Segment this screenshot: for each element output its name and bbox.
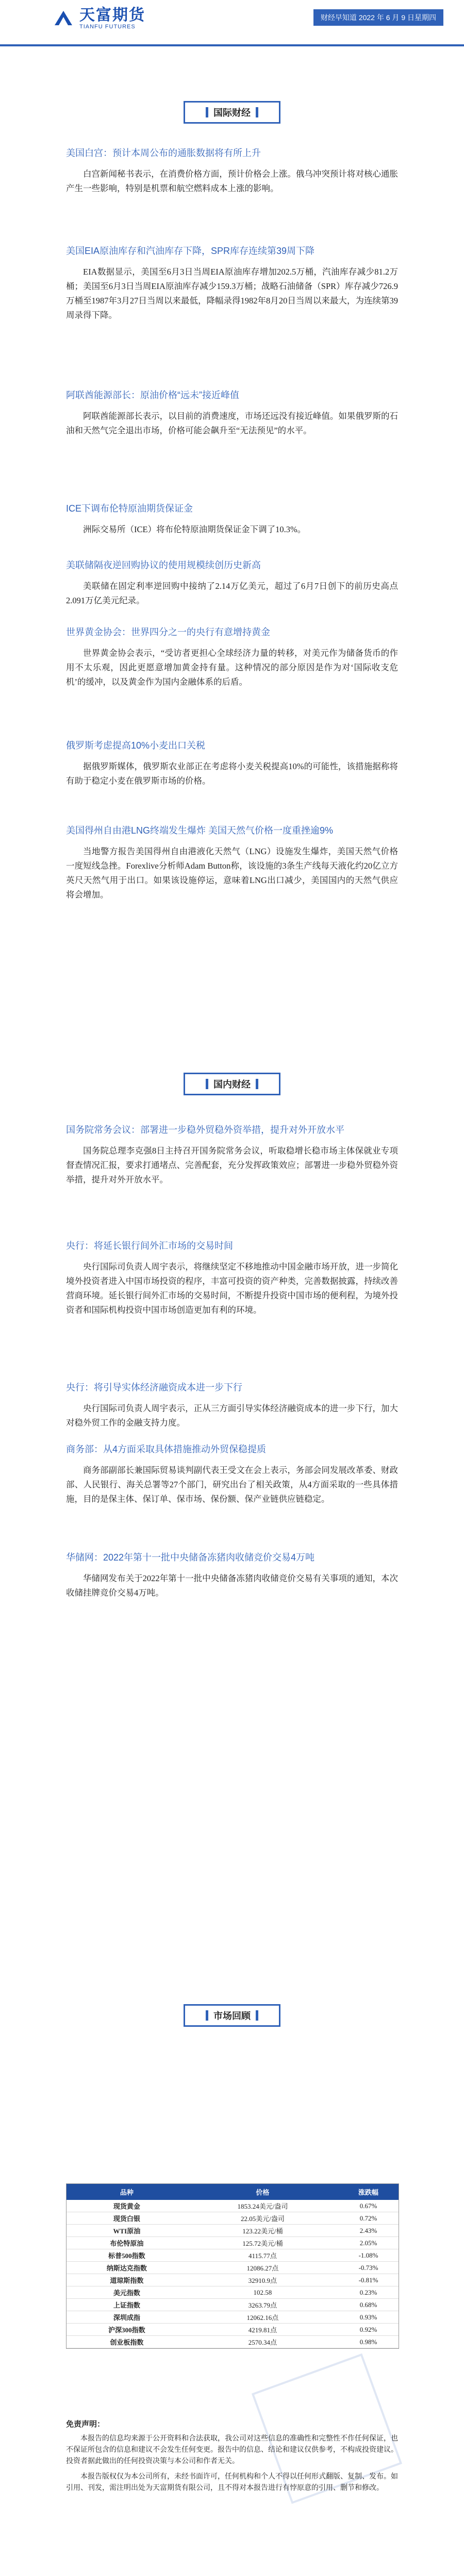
- logo: [53, 7, 145, 30]
- news-body: EIA数据显示，美国至6月3日当周EIA原油库存增加202.5万桶，汽油库存减少81.2万桶；美国至6月3日当周EIA原油库存减少159.3万桶；战略石油储备（SPR）库存减少726.9万桶至1987年3月27日当周以来最低，降幅录得1982年8月20日当周以来最大，为连续第39周录得下降。: [66, 267, 398, 320]
- table-cell-name: 纳斯达克指数: [67, 2262, 187, 2274]
- table-cell-price: 3263.79点: [187, 2299, 338, 2311]
- table-row: [67, 2262, 399, 2274]
- market-table: [66, 2183, 399, 2349]
- table-row: [67, 2336, 399, 2348]
- table-header: 品种: [67, 2184, 187, 2200]
- news-title: 俄罗斯考虑提高10%小麦出口关税: [66, 740, 206, 751]
- news-item: [66, 824, 398, 902]
- table-header: 价格: [187, 2184, 338, 2200]
- table-cell-name: 上证指数: [67, 2299, 187, 2311]
- table-cell-change: 0.92%: [338, 2324, 399, 2336]
- news-item: [66, 1551, 398, 1600]
- date-tag: 财经早知道 2022 年 6 月 9 日星期四: [313, 9, 443, 26]
- disclaimer-paragraph: 本报告版权仅为本公司所有，未经书面许可，任何机构和个人不得以任何形式翻版、复制、发布。如引用、刊发，需注明出处为天富期货有限公司，且不得对本报告进行有悖原意的引用、删节和修改。: [66, 2473, 398, 2492]
- table-cell-change: 0.67%: [338, 2200, 399, 2212]
- logo-text-en: TIANFU FUTURES: [79, 24, 136, 30]
- news-item: [66, 625, 398, 689]
- news-title: 美国白宫：预计本周公布的通胀数据将有所上升: [66, 148, 261, 158]
- news-title: 美国得州自由港LNG终端发生爆炸 美国天然气价格一度重挫逾9%: [66, 825, 334, 836]
- table-cell-price: 125.72美元/桶: [187, 2237, 338, 2249]
- table-cell-name: 美元指数: [67, 2286, 187, 2299]
- table-header: 涨跌幅: [338, 2184, 399, 2200]
- table-cell-name: 现货黄金: [67, 2200, 187, 2212]
- table-row: [67, 2311, 399, 2324]
- news-item: [66, 1239, 398, 1317]
- news-item: [66, 146, 398, 196]
- news-title: 央行：将延长银行间外汇市场的交易时间: [66, 1241, 233, 1251]
- table-cell-name: 现货白银: [67, 2212, 187, 2225]
- news-title: ICE下调布伦特原油期货保证金: [66, 503, 193, 514]
- table-cell-price: 4219.81点: [187, 2324, 338, 2336]
- news-title: 华储网：2022年第十一批中央储备冻猪肉收储竞价交易4万吨: [66, 1552, 315, 1563]
- news-item: [66, 244, 398, 323]
- table-row: [67, 2212, 399, 2225]
- news-body: 商务部副部长兼国际贸易谈判副代表王受文在会上表示，务部会同发展改革委、财政部、人民银行、海关总署等27个部门，研究出台了相关政策，从4方面采取的一些具体措施，目的是保主体、保订单、保市场、保份额、保产业链供应链稳定。: [66, 1465, 398, 1504]
- table-row: [67, 2324, 399, 2336]
- logo-icon: [53, 8, 74, 29]
- table-row: [67, 2286, 399, 2299]
- table-cell-price: 12086.27点: [187, 2262, 338, 2274]
- news-item: [66, 558, 398, 608]
- table-cell-name: 深圳成指: [67, 2311, 187, 2324]
- table-cell-change: 0.68%: [338, 2299, 399, 2311]
- table-cell-change: 2.05%: [338, 2237, 399, 2249]
- news-item: [66, 1123, 398, 1187]
- news-body: 央行国际司负责人周宇表示，正从三方面引导实体经济融资成本的进一步下行，加大对稳外贸工作的金融支持力度。: [66, 1403, 398, 1428]
- table-cell-name: 道琼斯指数: [67, 2274, 187, 2286]
- table-row: [67, 2237, 399, 2249]
- table-row: [67, 2249, 399, 2262]
- news-title: 美国EIA原油库存和汽油库存下降，SPR库存连续第39周下降: [66, 246, 315, 256]
- news-title: 央行：将引导实体经济融资成本进一步下行: [66, 1382, 242, 1393]
- news-title: 世界黄金协会：世界四分之一的央行有意增持黄金: [66, 627, 270, 637]
- table-row: [67, 2200, 399, 2212]
- table-cell-change: 0.93%: [338, 2311, 399, 2324]
- table-cell-price: 22.05美元/盎司: [187, 2212, 338, 2225]
- table-cell-change: -0.73%: [338, 2262, 399, 2274]
- news-body: 世界黄金协会表示，“受访者更担心全球经济力量的转移，对美元作为储备货币的作用不太乐观，因此更愿意增加黄金持有量。这种情况的部分原因是作为对‘国际收支危机’的缓冲，以及黄金作为国内金融体系的后盾。: [66, 648, 398, 687]
- table-cell-name: 布伦特原油: [67, 2237, 187, 2249]
- news-body: 洲际交易所（ICE）将布伦特原油期货保证金下调了10.3%。: [83, 524, 306, 534]
- table-row: [67, 2299, 399, 2311]
- news-body: 据俄罗斯媒体，俄罗斯农业部正在考虑将小麦关税提高10%的可能性，该措施据称将有助于稳定小麦在俄罗斯市场的价格。: [66, 761, 398, 786]
- news-item: [66, 1443, 398, 1506]
- news-body: 华储网发布关于2022年第十一批中央储备冻猪肉收储竞价交易有关事项的通知，本次收储挂牌竞价交易4万吨。: [66, 1573, 398, 1598]
- table-cell-price: 102.58: [187, 2286, 338, 2299]
- news-title: 国务院常务会议：部署进一步稳外贸稳外资举措，提升对外开放水平: [66, 1125, 344, 1135]
- news-body: 美联储在固定利率逆回购中接纳了2.14万亿美元，超过了6月7日创下的前历史高点2.091万亿美元纪录。: [66, 581, 398, 605]
- table-cell-change: -1.08%: [338, 2249, 399, 2262]
- news-item: [66, 502, 398, 537]
- news-title: 阿联酋能源部长：原油价格“远未”接近峰值: [66, 390, 239, 400]
- table-cell-price: 32910.9点: [187, 2274, 338, 2286]
- news-body: 当地警方报告美国得州自由港液化天然气（LNG）设施发生爆炸，美国天然气价格一度短线急挫。Forexlive分析师Adam Button称，该设施的3条生产线每天液化约20亿立方英尺天然气用于出口。如果该设施停运，意味着LNG出口减少，美国国内的天然气供应将会增加。: [66, 846, 398, 900]
- table-cell-price: 2570.34点: [187, 2336, 338, 2348]
- news-item: [66, 388, 398, 438]
- news-title: 美联储隔夜逆回购协议的使用规模续创历史新高: [66, 560, 261, 570]
- logo-text-cn: 天富期货: [79, 7, 145, 24]
- table-cell-price: 123.22美元/桶: [187, 2225, 338, 2237]
- table-cell-change: 0.98%: [338, 2336, 399, 2348]
- section-international: 国际财经: [184, 101, 280, 124]
- news-item: [66, 1381, 398, 1430]
- news-body: 央行国际司负责人周宇表示，将继续坚定不移地推动中国金融市场开放，进一步简化境外投资者进入中国市场投资的程序，丰富可投资的资产种类，完善数据披露，持续改善营商环境。延长银行间外汇市场的交易时间，不断提升投资中国市场的便利程，为境外投资者和国际机构投资中国市场创造更加有利的环境。: [66, 1262, 398, 1315]
- news-title: 商务部：从4方面采取具体措施推动外贸保稳提质: [66, 1444, 267, 1454]
- table-row: [67, 2274, 399, 2286]
- disclaimer: [66, 2419, 398, 2498]
- disclaimer-title: 免责声明：: [66, 2420, 105, 2429]
- news-body: 国务院总理李克强8日主持召开国务院常务会议，听取稳增长稳市场主体保就业专项督查情况汇报，要求打通堵点、完善配套，充分发挥政策效应；部署进一步稳外贸稳外资举措，提升对外开放水平。: [66, 1146, 398, 1184]
- table-cell-price: 4115.77点: [187, 2249, 338, 2262]
- header-bar: [0, 0, 464, 46]
- table-cell-change: -0.81%: [338, 2274, 399, 2286]
- news-item: [66, 739, 398, 788]
- table-row: [67, 2225, 399, 2237]
- table-cell-price: 1853.24美元/盎司: [187, 2200, 338, 2212]
- disclaimer-paragraph: 本报告的信息均来源于公开资料和合法获取，我公司对这些信息的准确性和完整性不作任何保证，也不保证所包含的信息和建议不会发生任何变更。报告中的信息、结论和建议仅供参考，不构成投资建议。投资者据此做出的任何投资决策与本公司和作者无关。: [66, 2435, 398, 2465]
- table-cell-change: 0.72%: [338, 2212, 399, 2225]
- news-body: 阿联酋能源部长表示，以目前的消费速度，市场还远没有接近峰值。如果俄罗斯的石油和天然气完全退出市场，价格可能会飙升至“无法预见”的水平。: [66, 411, 398, 435]
- table-cell-name: WTI原油: [67, 2225, 187, 2237]
- table-cell-change: 0.23%: [338, 2286, 399, 2299]
- news-body: 白宫新闻秘书表示，在消费价格方面，预计价格会上涨。俄乌冲突预计将对核心通胀产生一些影响，特别是机票和航空燃料成本上涨的影响。: [66, 169, 398, 193]
- table-cell-name: 创业板指数: [67, 2336, 187, 2348]
- table-cell-name: 标普500指数: [67, 2249, 187, 2262]
- section-market: 市场回顾: [184, 2004, 280, 2027]
- table-cell-change: 2.43%: [338, 2225, 399, 2237]
- table-cell-name: 沪深300指数: [67, 2324, 187, 2336]
- table-cell-price: 12062.16点: [187, 2311, 338, 2324]
- section-domestic: 国内财经: [184, 1073, 280, 1095]
